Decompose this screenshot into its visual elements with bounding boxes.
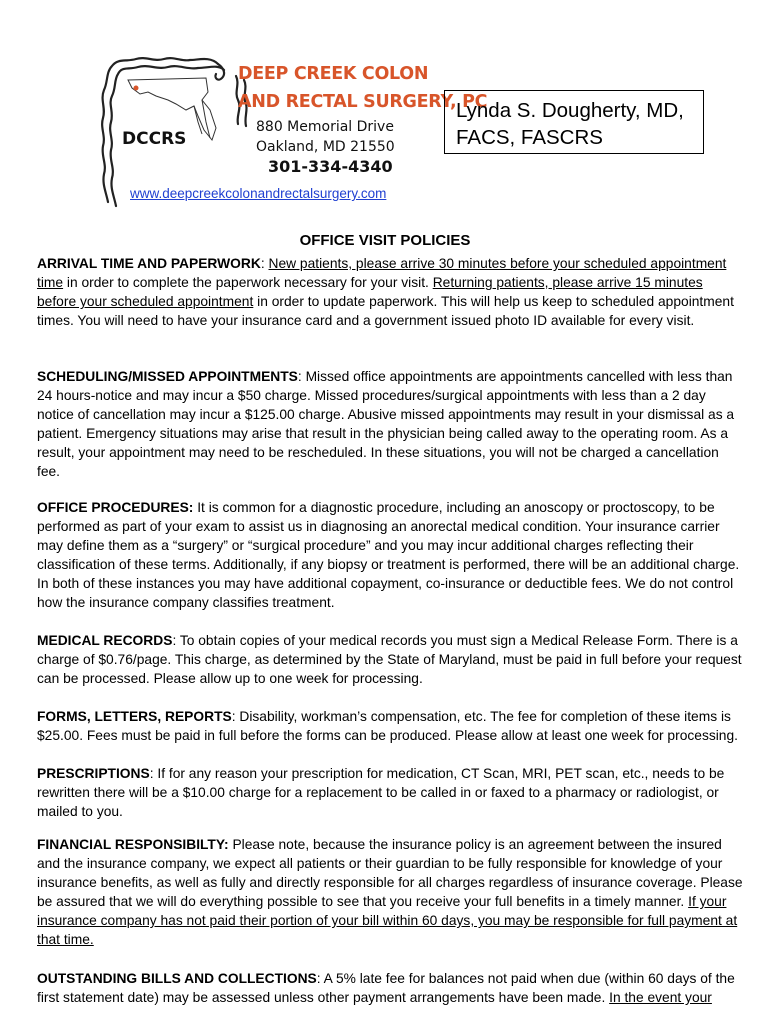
section-heading: SCHEDULING/MISSED APPOINTMENTS [37,369,298,384]
section-body: It is common for a diagnostic procedure, including an anoscopy or proctoscopy, to be performed as part of your exam to assist us in diagnosing an anorectal medical condition. Your insurance carrier may define them as a “surgery” or “surgical procedure” and you may incur additional charges reflecting their classification of these terms. Additionally, if any biopsy or treatment is performed, there will be an additional charge. In both of these instances you may have additional copayment, co-insurance or deductible fees. We do not control how the insurance company classifies treatment. [37,500,740,610]
website-link[interactable]: www.deepcreekcolonandrectalsurgery.com [130,186,387,201]
section-heading: FINANCIAL RESPONSIBILTY: [37,837,229,852]
section-scheduling: SCHEDULING/MISSED APPOINTMENTS: Missed office appointments are appointments cancelled with less than 24 hours-notice and may incur a $50 charge. Missed procedures/surgical appointments with less than a 2 day notice of cancellation may incur a $125.00 charge. Abusive missed appointments may result in your dismissal as a patient. Emergency situations may arise that result in the physician being called away to the operating room. As a result, your appointment may need to be rescheduled. In these situations, you will not be charged a cancellation fee. [37,369,735,479]
doctor-name-box [444,90,704,154]
section-heading: PRESCRIPTIONS [37,766,150,781]
section-heading: ARRIVAL TIME AND PAPERWORK [37,256,261,271]
section-procedures [37,498,743,612]
section-body: Missed office appointments are appointments cancelled with less than 24 hours-notice and may incur a $50 charge. Missed procedures/surgical appointments with less than a 2 day notice of cancellation may incur a $125.00 charge. Abusive missed appointments may result in your dismissal as a patient. Emergency situations may arise that result in the physician being called away to the operating room. As a result, your appointment may need to be rescheduled. In these situations, you will not be charged a cancellation fee. [37,369,735,479]
section-body: Please note, because the insurance policy is an agreement between the insured and the insurance company, we expect all patients or their guardian to be fully responsible for knowledge of your insurance benefits, as well as fully and directly responsible for all charges regardless of insurance coverage. Please be assured that we will do everything possible to see that you receive your full benefits in a timely manner. [37,837,743,909]
section-body: To obtain copies of your medical records you must sign a Medical Release Form. There is a charge of $0.76/page. This charge, as determined by the State of Maryland, must be paid in full before your request can be processed. Please allow up to one week for processing. [37,633,742,686]
practice-name-line2: AND RECTAL SURGERY, PC [238,92,488,112]
section-arrival: ARRIVAL TIME AND PAPERWORK: New patients, please arrive 30 minutes before your scheduled appointment time in order to complete the paperwork necessary for your visit. Returning patients, please arrive 15 minutes before your scheduled appointment in order to update paperwork. This will help us keep to scheduled appointment times. You will need to have your insurance card and a government issued photo ID available for every visit. [37,256,734,328]
document-title: OFFICE VISIT POLICIES [299,232,471,249]
practice-phone: 301-334-4340 [268,157,393,176]
section-heading: FORMS, LETTERS, REPORTS [37,709,232,724]
new-patients-note: New patients, please arrive 30 minutes before your scheduled appointment time [37,256,727,290]
section-heading: OFFICE PROCEDURES: [37,500,194,515]
section-body: Disability, workman’s compensation, etc. The fee for completion of these items is $25.00. Fees must be paid in full before the forms can be produced. Please allow at least one week for processing. [37,709,738,743]
section-body: A 5% late fee for balances not paid when due (within 60 days of the first statement date) may be assessed unless other payment arrangements have been made. [37,971,735,1005]
logo-monogram: DCCRS [122,129,187,149]
outstanding-warning: In the event your [609,990,712,1005]
doctor-line1: Lynda S. Dougherty, MD, [456,99,684,122]
practice-address [256,117,395,157]
doctor-line2: FACS, FASCRS [456,126,603,149]
section-heading: OUTSTANDING BILLS AND COLLECTIONS [37,971,317,986]
financial-warning: If your insurance company has not paid their portion of your bill within 60 days, you may be responsible for full payment at that time. [37,894,738,947]
section-medical-records: MEDICAL RECORDS: To obtain copies of your medical records you must sign a Medical Release Form. There is a charge of $0.76/page. This charge, as determined by the State of Maryland, must be paid in full before your request can be processed. Please allow up to one week for processing. [37,633,742,686]
address-line2: Oakland, MD 21550 [256,139,395,155]
section-financial [37,835,743,949]
section-forms: FORMS, LETTERS, REPORTS: Disability, workman’s compensation, etc. The fee for completion of these items is $25.00. Fees must be paid in full before the forms can be produced. Please allow at least one week for processing. [37,709,738,743]
address-line1: 880 Memorial Drive [256,119,394,135]
practice-name-line1: DEEP CREEK COLON [238,64,429,84]
returning-patients-note: Returning patients, please arrive 15 minutes before your scheduled appointment [37,275,703,309]
section-heading: MEDICAL RECORDS [37,633,173,648]
section-outstanding-bills: OUTSTANDING BILLS AND COLLECTIONS: A 5% late fee for balances not paid when due (within 60 days of the first statement date) may be assessed unless other payment arrangements have been made. In the event your [37,971,735,1005]
section-prescriptions: PRESCRIPTIONS: If for any reason your prescription for medication, CT Scan, MRI, PET scan, etc., needs to be rewritten there will be a $10.00 charge for a replacement to be called in or faxed to a pharmacy or radiologist, or mailed to you. [37,766,725,819]
section-body: If for any reason your prescription for medication, CT Scan, MRI, PET scan, etc., needs to be rewritten there will be a $10.00 charge for a replacement to be called in or faxed to a pharmacy or radiologist, or mailed to you. [37,766,725,819]
